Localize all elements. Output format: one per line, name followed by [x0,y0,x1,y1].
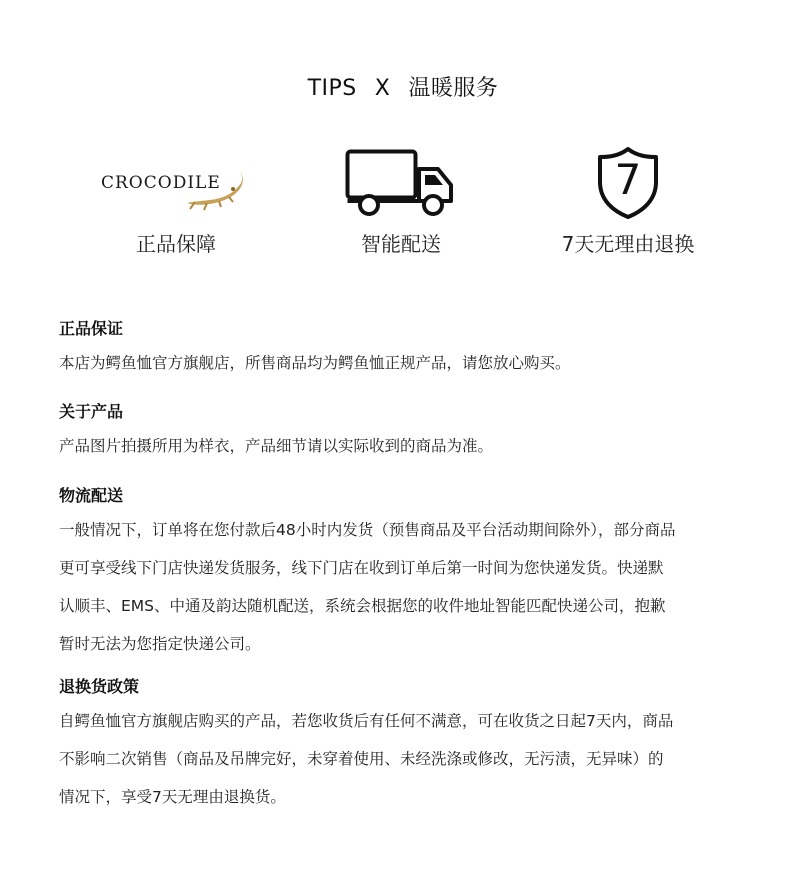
title-separator: X [374,76,391,101]
feature-return [528,145,728,257]
section-line: 一般情况下，订单将在您付款后48小时内发货（预售商品及平台活动期间除外），部分商品 [59,521,676,539]
section-authentic [59,318,749,382]
section-heading: 关于产品 [59,402,124,421]
service-label: 温暖服务 [408,76,499,101]
section-line: 不影响二次销售（商品及吊牌完好，未穿着使用、未经洗涤或修改，无污渍，无异味）的 [59,750,664,768]
feature-label-authentic: 正品保障 [136,232,216,256]
feature-authentic [76,145,276,257]
crocodile-logo [101,153,251,213]
section-line: 情况下，享受7天无理由退换货。 [59,788,286,806]
section-logistics [59,485,749,663]
section-product [59,401,749,465]
feature-label-delivery: 智能配送 [361,232,441,256]
section-return-policy [59,676,749,816]
crocodile-icon [101,153,251,213]
crocodile-logo-text: CROCODILE [101,172,221,193]
section-line: 暂时无法为您指定快递公司。 [59,635,261,653]
section-line: 认顺丰、EMS、中通及韵达随机配送，系统会根据您的收件地址智能匹配快递公司，抱歉 [59,597,666,615]
seven-day-shield-icon [597,146,659,220]
section-line: 更可享受线下门店快递发货服务，线下门店在收到订单后第一时间为您快递发货。快递默 [59,559,664,577]
truck-icon [345,149,457,217]
feature-delivery [301,145,501,257]
feature-label-return: 7天无理由退换 [561,232,695,256]
tips-label: TIPS [307,76,357,101]
section-heading: 退换货政策 [59,677,140,696]
section-heading: 正品保证 [59,319,124,338]
section-heading: 物流配送 [59,486,124,505]
page-title [0,71,790,102]
section-line: 产品图片拍摄所用为样衣，产品细节请以实际收到的商品为准。 [59,437,494,455]
section-line: 本店为鳄鱼恤官方旗舰店，所售商品均为鳄鱼恤正规产品，请您放心购买。 [59,354,571,372]
section-line: 自鳄鱼恤官方旗舰店购买的产品，若您收货后有任何不满意，可在收货之日起7天内，商品 [59,712,674,730]
seven-day-number: 7 [614,154,642,204]
